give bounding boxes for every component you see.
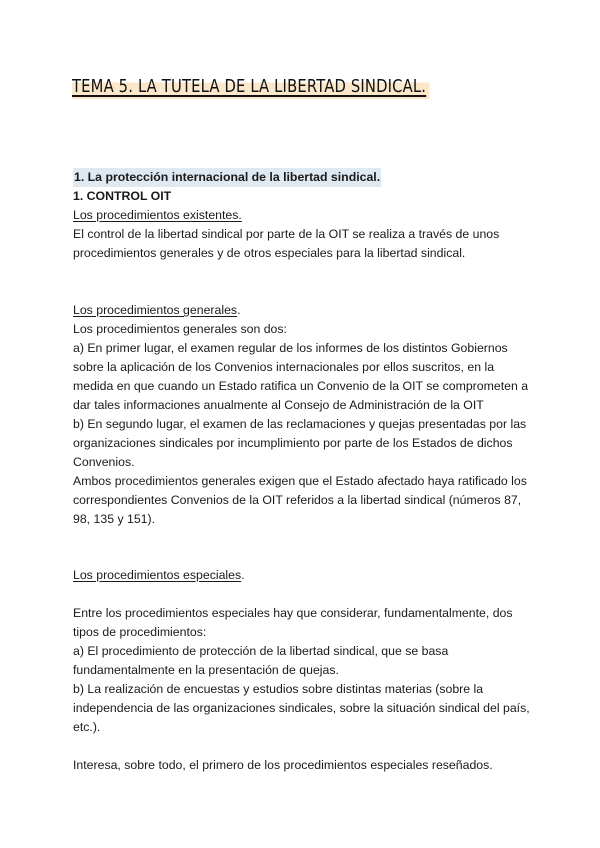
spacer [73, 585, 533, 604]
existentes-paragraph: El control de la libertad sindical por parte de la OIT se realiza a través de unos procedimientos generales y de otros especiales para la libertad sindical. [73, 227, 500, 260]
section-1 [73, 168, 533, 263]
generales-closing: Ambos procedimientos generales exigen que el Estado afectado haya ratificado los correspondientes Convenios de la OIT referidos a la libertad sindical (números 87, 98, 135 y 151). [73, 474, 527, 526]
especiales-title-line [73, 566, 533, 585]
especiales-title: Los procedimientos especiales [73, 568, 242, 582]
especiales-intro: Entre los procedimientos especiales hay que considerar, fundamentalmente, dos tipos de procedimientos: [73, 606, 513, 639]
especiales-section [73, 566, 533, 775]
generales-intro: Los procedimientos generales son dos: [73, 322, 287, 336]
generales-item-a: a) En primer lugar, el examen regular de los informes de los distintos Gobiernos sobre la aplicación de los Convenios internacionales por ellos suscritos, en la medida en que cuando un Estado ratifica un Convenio de la OIT se comprometen a dar tales informaciones anualmente al Consejo de Administración de la OIT [73, 341, 529, 412]
generales-title-suffix: . [237, 303, 241, 317]
especiales-closing: Interesa, sobre todo, el primero de los procedimientos especiales reseñados. [73, 758, 493, 772]
subheading-control-oit: 1. CONTROL OIT [73, 189, 172, 203]
page-title: TEMA 5. LA TUTELA DE LA LIBERTAD SINDICAL. [72, 76, 429, 99]
generales-title: Los procedimientos generales [73, 303, 238, 317]
spacer [73, 737, 533, 756]
especiales-title-suffix: . [241, 568, 245, 582]
generales-section [73, 301, 533, 529]
existentes-title: Los procedimientos existentes. [73, 208, 242, 222]
especiales-item-a: a) El procedimiento de protección de la libertad sindical, que se basa fundamentalmente en la presentación de quejas. [73, 644, 449, 677]
generales-item-b: b) En segundo lugar, el examen de las reclamaciones y quejas presentadas por las organizaciones sindicales por incumplimiento por parte de los Estados de dichos Convenios. [73, 417, 527, 469]
especiales-item-b: b) La realización de encuestas y estudios sobre distintas materias (sobre la independencia de las organizaciones sindicales, sobre la situación sindical del país, etc.). [73, 682, 530, 734]
section-heading: 1. La protección internacional de la libertad sindical. [73, 168, 381, 187]
generales-title-line [73, 301, 533, 320]
